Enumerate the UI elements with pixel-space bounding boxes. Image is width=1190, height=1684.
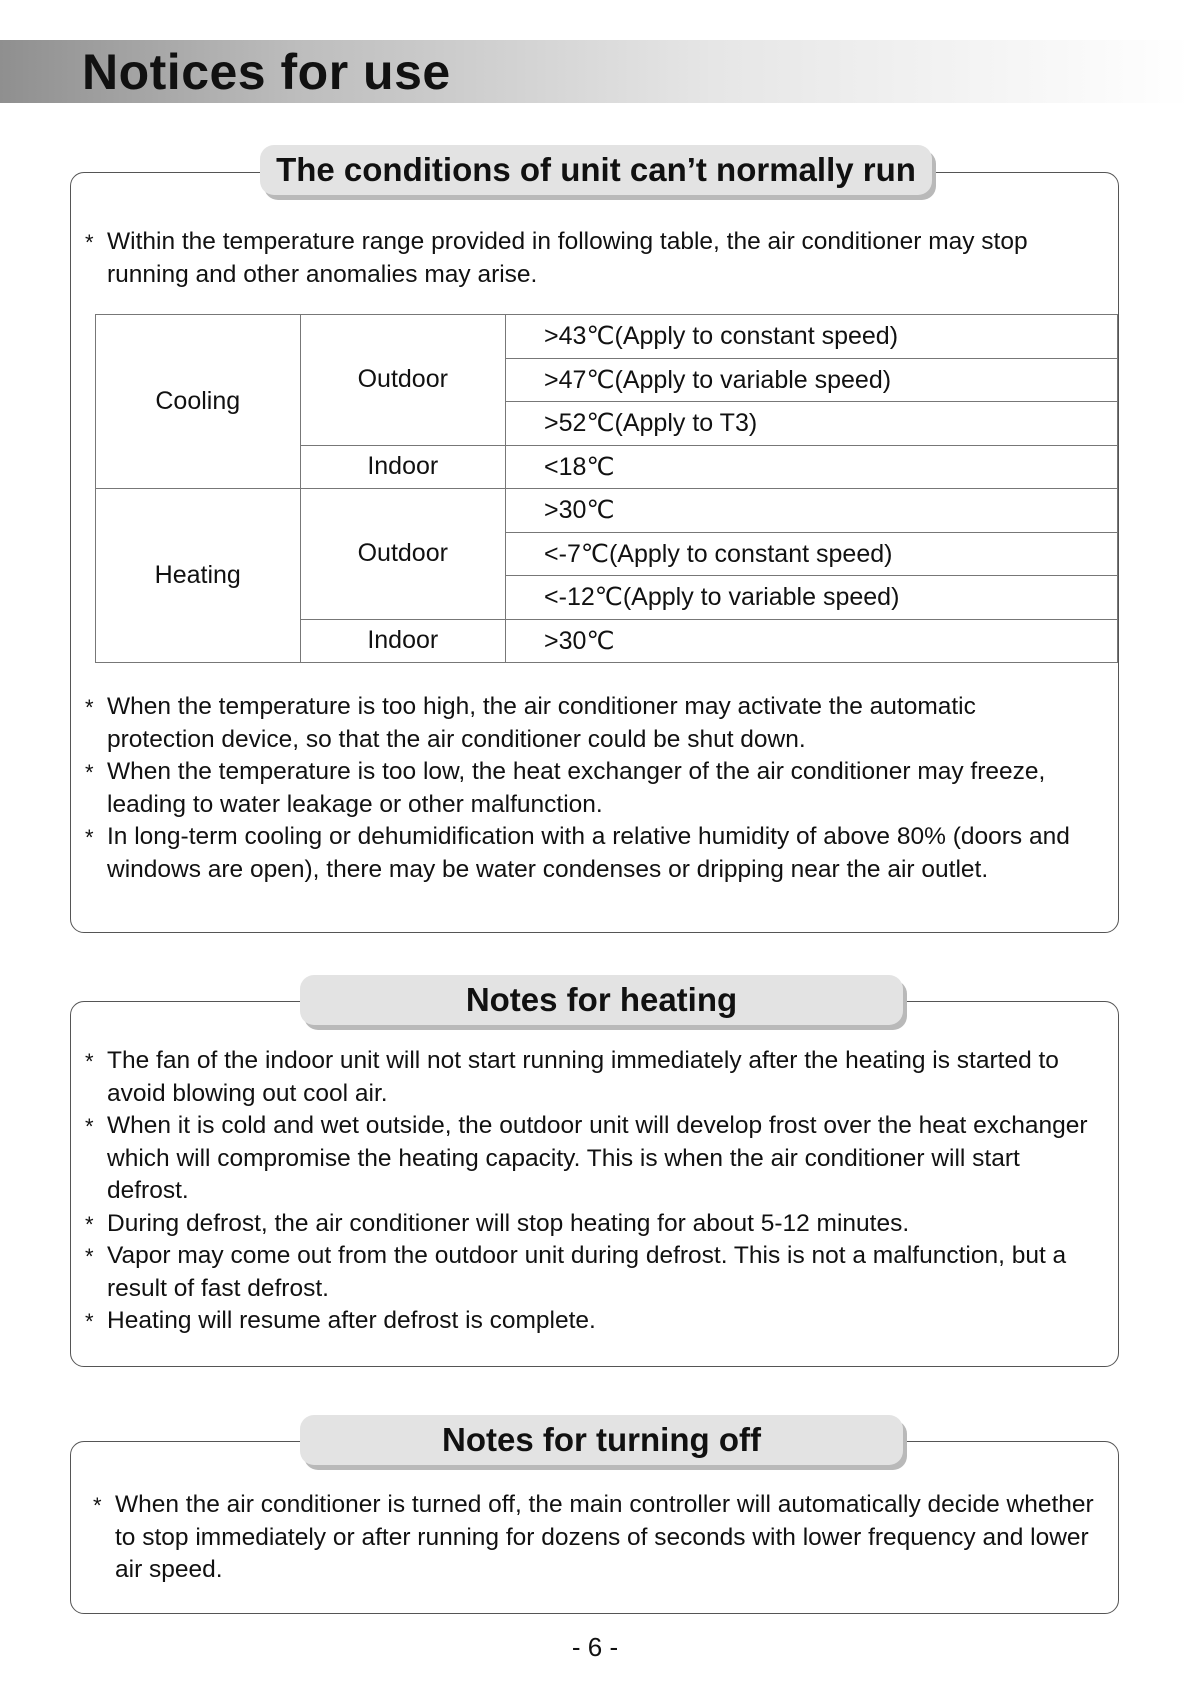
heating-outdoor-value: <-12℃(Apply to variable speed) <box>506 576 1118 620</box>
list-item: * When it is cold and wet outside, the outdoor unit will develop frost over the heat exchanger which will compromise the heating capacity. This is when the air conditioner will start defrost. <box>85 1110 1103 1208</box>
cooling-outdoor-value: >47℃(Apply to variable speed) <box>506 358 1118 402</box>
list-item: * When the temperature is too high, the air conditioner may activate the automatic protection device, so that the air conditioner could be shut down. <box>85 691 1085 756</box>
cooling-outdoor-value: >52℃(Apply to T3) <box>506 402 1118 446</box>
list-item: * When the temperature is too low, the heat exchanger of the air conditioner may freeze, leading to water leakage or other malfunction. <box>85 756 1085 821</box>
heating-section <box>70 1001 1119 1367</box>
page-title: Notices for use <box>82 44 451 100</box>
turning-off-heading: Notes for turning off <box>300 1415 903 1465</box>
conditions-intro-list <box>85 226 1085 291</box>
heating-notes-list <box>85 1045 1103 1338</box>
cooling-indoor-value: <18℃ <box>506 445 1118 489</box>
table-row <box>96 489 1118 533</box>
conditions-table <box>95 314 1118 663</box>
list-item: * In long-term cooling or dehumidification with a relative humidity of above 80% (doors and windows are open), there may be water condenses or dripping near the air outlet. <box>85 821 1085 886</box>
list-item: * Vapor may come out from the outdoor unit during defrost. This is not a malfunction, but a result of fast defrost. <box>85 1240 1103 1305</box>
page-number: - 6 - <box>571 1632 619 1662</box>
cooling-label: Cooling <box>96 315 301 489</box>
list-item: * When the air conditioner is turned off, the main controller will automatically decide whether to stop immediately or after running for dozens of seconds with lower frequency and lower air speed. <box>93 1489 1105 1587</box>
list-item: * During defrost, the air conditioner will stop heating for about 5-12 minutes. <box>85 1208 1103 1241</box>
heating-outdoor-value: <-7℃(Apply to constant speed) <box>506 532 1118 576</box>
turning-off-section <box>70 1441 1119 1614</box>
list-item: * The fan of the indoor unit will not start running immediately after the heating is started to avoid blowing out cool air. <box>85 1045 1103 1110</box>
conditions-notes-list <box>85 691 1085 886</box>
cooling-indoor-label: Indoor <box>300 445 506 489</box>
heating-outdoor-label: Outdoor <box>300 489 506 620</box>
heating-label: Heating <box>96 489 301 663</box>
heating-indoor-label: Indoor <box>300 619 506 663</box>
conditions-intro: * Within the temperature range provided in following table, the air conditioner may stop running and other anomalies may arise. <box>85 226 1085 291</box>
cooling-outdoor-value: >43℃(Apply to constant speed) <box>506 315 1118 359</box>
heating-indoor-value: >30℃ <box>506 619 1118 663</box>
heating-outdoor-value: >30℃ <box>506 489 1118 533</box>
list-item: * Heating will resume after defrost is complete. <box>85 1305 1103 1338</box>
conditions-heading: The conditions of unit can’t normally run <box>260 145 932 195</box>
heating-heading: Notes for heating <box>300 975 903 1025</box>
turning-off-notes-list <box>93 1489 1105 1587</box>
cooling-outdoor-label: Outdoor <box>300 315 506 446</box>
conditions-section <box>70 172 1119 933</box>
table-row <box>96 315 1118 359</box>
